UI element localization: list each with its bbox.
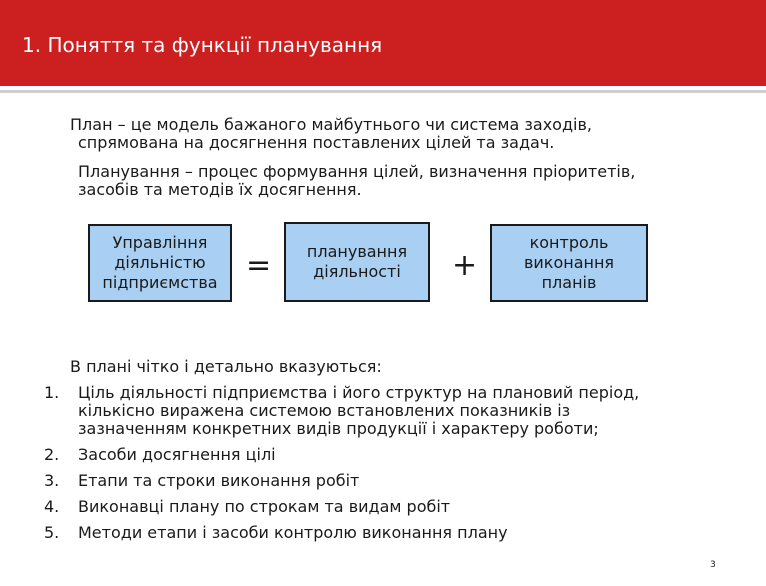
list-number: 5. xyxy=(44,523,60,542)
list-item-text-line: Засоби досягнення цілі xyxy=(78,445,276,464)
planning-definition-line-1: Планування – процес формування цілей, визначення пріоритетів, xyxy=(78,162,636,181)
list-item-text-line: Ціль діяльності підприємства і його структур на плановий період, xyxy=(78,383,640,402)
list-number: 2. xyxy=(44,445,60,464)
management-box: Управління діяльністю підприємства xyxy=(88,224,232,302)
plan-details-heading: В плані чітко і детально вказуються: xyxy=(70,357,382,376)
plus-sign: + xyxy=(452,248,478,283)
list-item-text-line: зазначенням конкретних видів продукції і характеру роботи; xyxy=(78,419,599,438)
plan-definition-line-1: План – це модель бажаного майбутнього чи система заходів, xyxy=(70,115,592,134)
planning-box: планування діяльності xyxy=(284,222,430,302)
page-number: 3 xyxy=(710,560,716,570)
planning-definition-line-2: засобів та методів їх досягнення. xyxy=(78,180,362,199)
plan-definition-line-2: спрямована на досягнення поставлених цілей та задач. xyxy=(78,133,555,152)
header-divider xyxy=(0,90,766,93)
list-number: 3. xyxy=(44,471,60,490)
list-number: 1. xyxy=(44,383,60,402)
title-bar xyxy=(0,0,766,86)
equals-sign: = xyxy=(246,248,272,283)
page-title: 1. Поняття та функції планування xyxy=(22,33,383,57)
list-number: 4. xyxy=(44,497,60,516)
control-box: контроль виконання планів xyxy=(490,224,648,302)
list-item-text-line: Етапи та строки виконання робіт xyxy=(78,471,360,490)
list-item-text-line: Виконавці плану по строкам та видам робіт xyxy=(78,497,451,516)
list-item-text-line: Методи етапи і засоби контролю виконання плану xyxy=(78,523,508,542)
list-item-text-line: кількісно виражена системою встановлених показників із xyxy=(78,401,571,420)
